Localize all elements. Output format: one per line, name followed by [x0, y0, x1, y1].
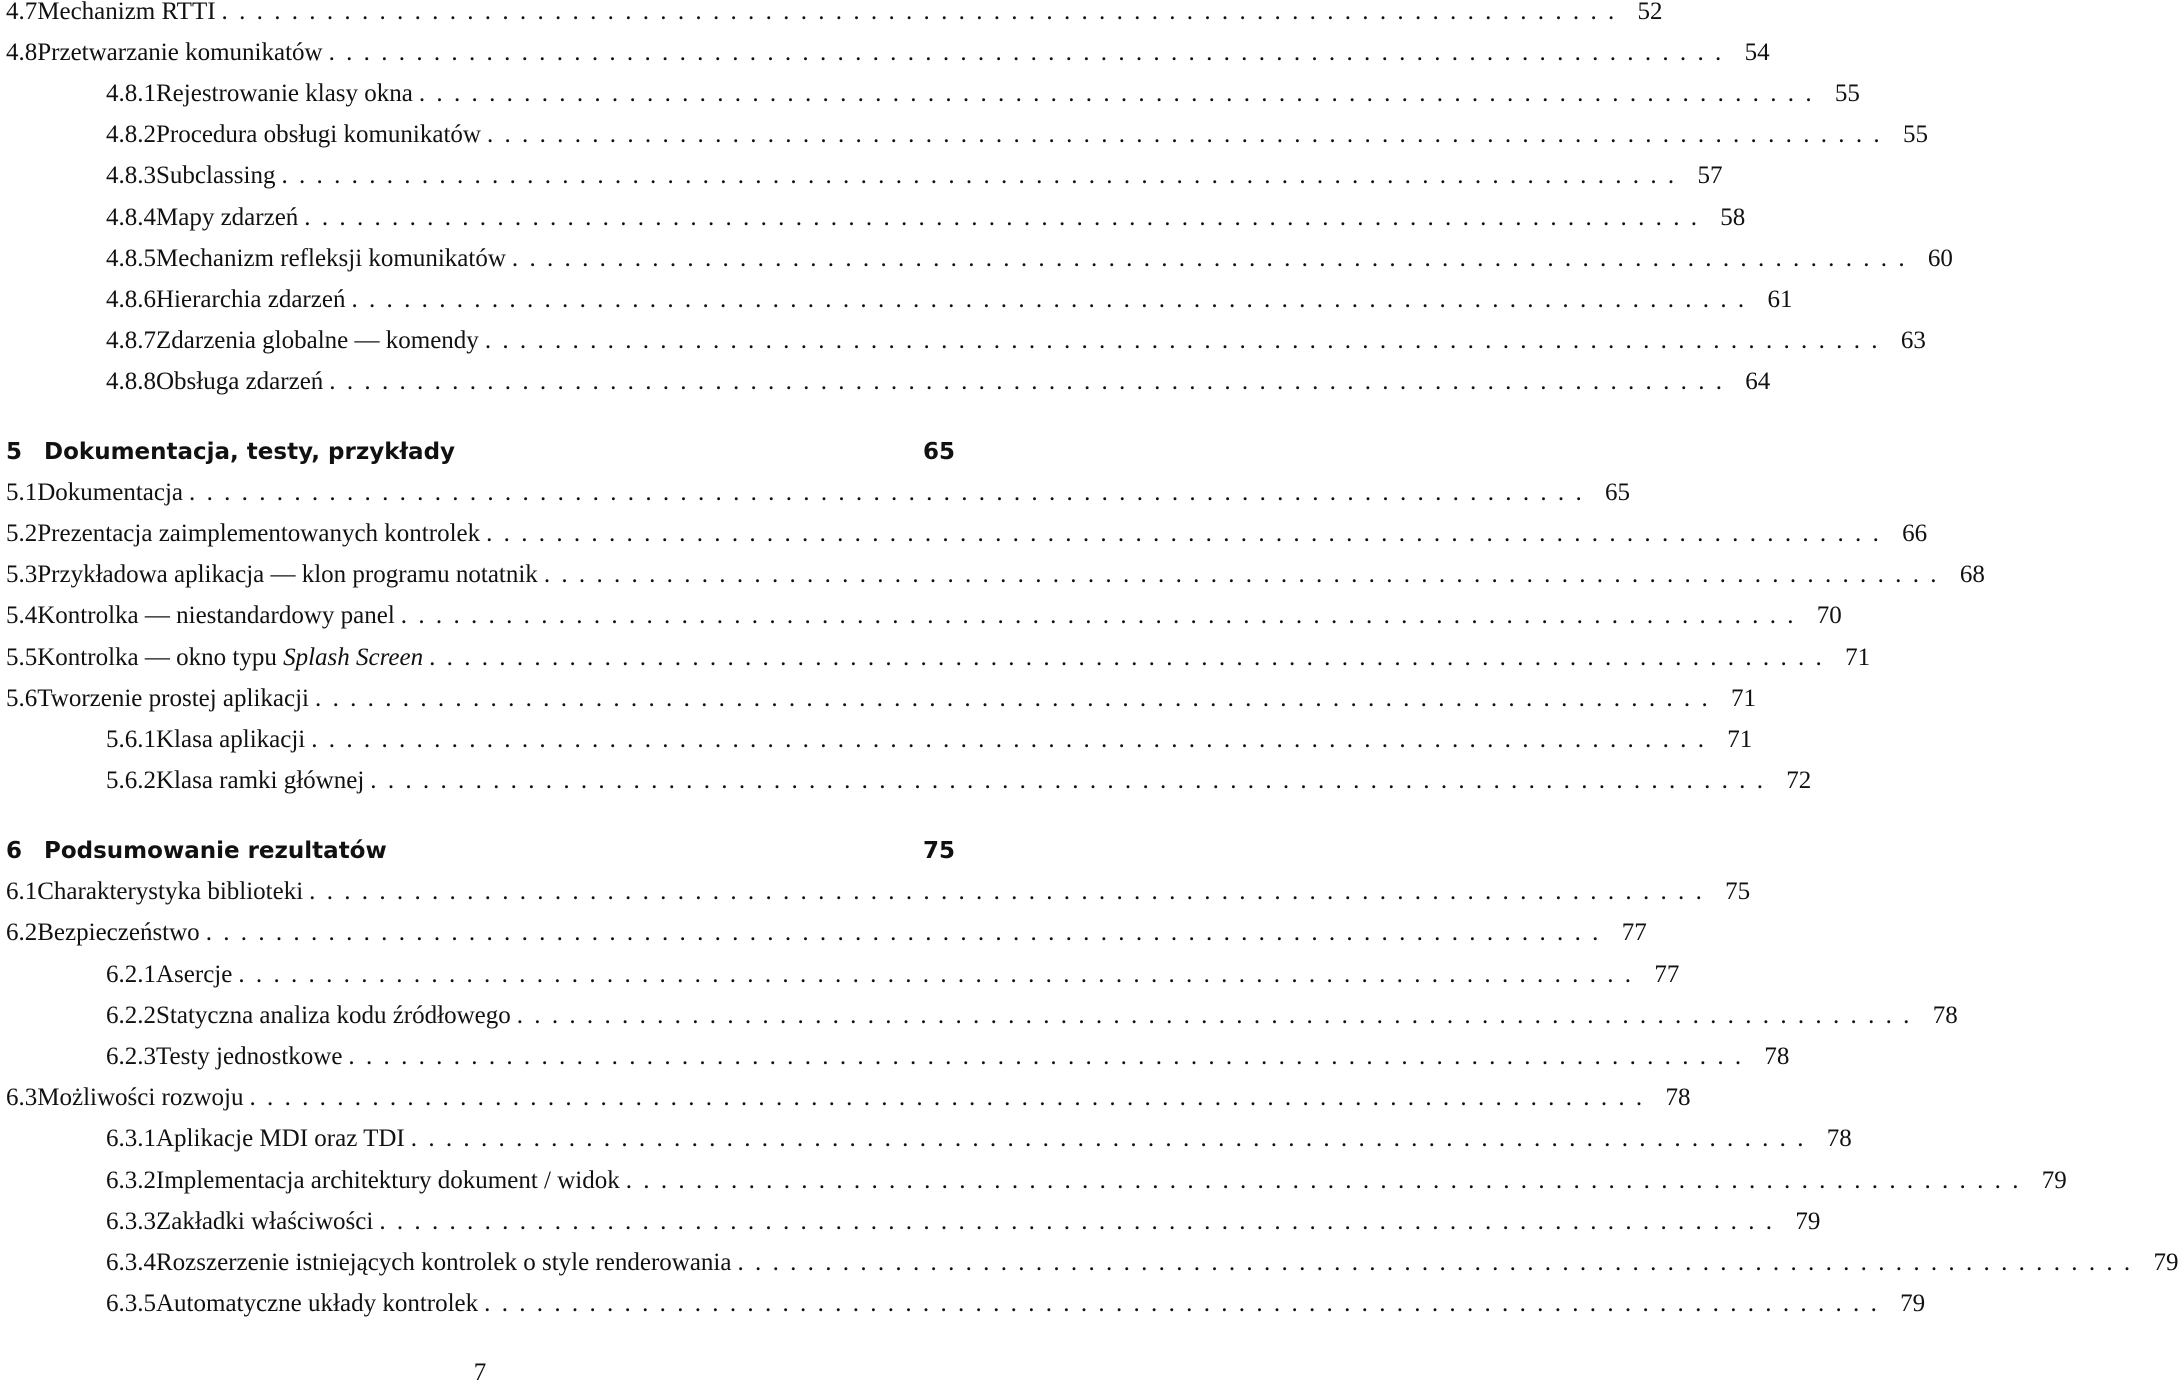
toc-entry[interactable]	[106, 161, 1723, 191]
toc-entry-page: 65	[1605, 479, 1631, 506]
toc-entry-page: 61	[1767, 286, 1793, 313]
toc-entry-number: 6.3.5	[106, 1290, 156, 1317]
toc-entry-title	[37, 601, 395, 631]
toc-entry-number: 6.3.1	[106, 1125, 156, 1152]
toc-entry-title-text: Tworzenie prostej aplikacji	[37, 685, 310, 712]
toc-entry-number: 6	[6, 838, 23, 864]
toc-chapter-entry[interactable]	[6, 437, 955, 467]
toc-leader-dots: ................................................................................	[348, 1043, 1753, 1070]
toc-entry-page: 54	[1744, 39, 1770, 66]
toc-entry-title-text: Asercje	[156, 961, 233, 988]
toc-entry-title-text: Kontrolka — niestandardowy panel	[37, 602, 395, 629]
toc-entry-page: 72	[1786, 767, 1812, 794]
toc-entry-page: 77	[1621, 919, 1647, 946]
toc-entry-title-text: Klasa ramki głównej	[156, 767, 365, 794]
toc-entry-title	[156, 120, 481, 150]
toc-entry-title-text: Aplikacje MDI oraz TDI	[156, 1125, 405, 1152]
toc-entry-title-text: Mapy zdarzeń	[156, 204, 299, 231]
toc-entry-number: 4.8.7	[106, 327, 156, 354]
toc-entry[interactable]	[106, 766, 1812, 796]
toc-entry[interactable]	[106, 1001, 1958, 1031]
toc-entry-number: 6.3.4	[106, 1249, 156, 1276]
toc-entry[interactable]	[6, 601, 1842, 631]
toc-entry-page: 77	[1654, 961, 1680, 988]
toc-entry[interactable]	[6, 877, 1751, 907]
toc-leader-dots: ................................................................................	[304, 204, 1709, 231]
toc-entry[interactable]	[6, 560, 1985, 590]
toc-leader-dots: ................................................................................	[379, 1208, 1784, 1235]
toc-entry-number: 6.3.2	[106, 1167, 156, 1194]
toc-entry-title-text: Podsumowanie rezultatów	[44, 838, 387, 864]
toc-entry-page: 79	[2153, 1249, 2178, 1276]
toc-entry-title	[156, 161, 275, 191]
toc-leader-dots: ................................................................................	[410, 1125, 1815, 1152]
toc-entry[interactable]	[106, 326, 1926, 356]
toc-entry-number: 5.3	[6, 561, 38, 588]
toc-entry-title	[156, 1001, 511, 1031]
toc-entry-title	[37, 0, 215, 27]
toc-entry-title	[37, 877, 303, 907]
toc-entry-number: 5.2	[6, 520, 38, 547]
toc-entry-title-italic: Splash Screen	[283, 644, 424, 671]
toc-entry-title	[156, 203, 298, 233]
toc-entry-title	[156, 1042, 342, 1072]
toc-entry-title	[156, 1166, 620, 1196]
toc-entry-title	[37, 519, 480, 549]
toc-entry-page: 75	[1725, 878, 1751, 905]
toc-leader-dots: ................................................................................	[281, 162, 1686, 189]
toc-entry-title-text: Zakładki właściwości	[156, 1208, 374, 1235]
toc-entry[interactable]	[6, 0, 1663, 27]
toc-entry-title-text: Subclassing	[156, 162, 276, 189]
toc-entry-page: 78	[1665, 1084, 1691, 1111]
toc-entry[interactable]	[106, 120, 1928, 150]
toc-entry-title	[37, 684, 309, 714]
toc-entry-page: 71	[1731, 685, 1757, 712]
toc-entry-title	[156, 725, 305, 755]
toc-leader-dots: ................................................................................	[484, 327, 1889, 354]
toc-leader-dots: ................................................................................	[351, 286, 1756, 313]
toc-entry-number: 6.3.3	[106, 1208, 156, 1235]
toc-entry-number: 4.8.6	[106, 286, 156, 313]
toc-entry-number: 6.2	[6, 919, 38, 946]
toc-entry-number: 6.2.1	[106, 961, 156, 988]
toc-entry-number: 5.1	[6, 479, 38, 506]
toc-entry-title	[156, 1207, 373, 1237]
toc-entry-title	[156, 960, 232, 990]
toc-leader-dots: ................................................................................	[511, 245, 1916, 272]
toc-entry-title-text: Przykładowa aplikacja — klon programu notatnik	[37, 561, 538, 588]
toc-entry-title-text: Procedura obsługi komunikatów	[156, 121, 481, 148]
toc-entry[interactable]	[6, 38, 1770, 68]
toc-leader-dots: ................................................................................	[418, 80, 1823, 107]
toc-leader-dots: ................................................................................	[328, 39, 1733, 66]
toc-entry-page: 55	[1902, 121, 1928, 148]
toc-entry-title-text: Mechanizm RTTI	[37, 0, 216, 25]
toc-entry-page: 65	[922, 439, 955, 465]
toc-entry[interactable]	[106, 285, 1793, 315]
toc-leader-dots: ................................................................................	[625, 1167, 2030, 1194]
toc-entry-number: 4.7	[6, 0, 38, 25]
toc-entry-title-text: Hierarchia zdarzeń	[156, 286, 346, 313]
toc-entry-title-text: Rejestrowanie klasy okna	[156, 80, 413, 107]
toc-entry[interactable]	[106, 367, 1771, 397]
toc-entry-number: 5	[6, 439, 23, 465]
toc-entry[interactable]	[106, 1248, 2178, 1278]
toc-entry-title	[37, 1083, 243, 1113]
toc-leader-dots: ................................................................................	[486, 121, 1891, 148]
toc-entry-title	[156, 1124, 405, 1154]
toc-entry-page: 55	[1834, 80, 1860, 107]
toc-leader-dots: ................................................................................	[400, 602, 1805, 629]
toc-entry-number: 5.5	[6, 644, 38, 671]
toc-entry-title-text: Obsługa zdarzeń	[156, 368, 324, 395]
toc-leader-dots: ................................................................................	[329, 368, 1734, 395]
toc-entry[interactable]	[6, 684, 1757, 714]
toc-entry-number: 4.8.4	[106, 204, 156, 231]
toc-leader-dots: ................................................................................	[429, 644, 1834, 671]
page-number: 7	[473, 1359, 487, 1386]
toc-entry-title	[37, 918, 199, 948]
toc-entry-page: 68	[1959, 561, 1985, 588]
toc-entry-title-text: Automatyczne układy kontrolek	[156, 1290, 479, 1317]
toc-entry-title	[156, 79, 413, 109]
toc-entry-title-text: Statyczna analiza kodu źródłowego	[156, 1002, 511, 1029]
toc-leader-dots: ................................................................................	[309, 878, 1714, 905]
toc-entry[interactable]	[6, 643, 1871, 673]
toc-entry-page: 75	[922, 838, 955, 864]
toc-entry-page: 60	[1927, 245, 1953, 272]
toc-entry-page: 78	[1932, 1002, 1958, 1029]
toc-entry-page: 79	[1795, 1208, 1821, 1235]
toc-chapter-entry[interactable]	[6, 836, 955, 866]
toc-entry-number: 4.8.1	[106, 80, 156, 107]
toc-entry-title	[37, 478, 183, 508]
toc-entry-title	[156, 326, 479, 356]
toc-entry-page: 79	[2041, 1167, 2067, 1194]
toc-entry[interactable]	[106, 203, 1746, 233]
toc-entry-title-text: Kontrolka — okno typu	[37, 644, 284, 671]
toc-leader-dots: ................................................................................	[484, 1290, 1889, 1317]
toc-entry[interactable]	[106, 1166, 2067, 1196]
toc-entry-title	[44, 836, 923, 866]
toc-entry[interactable]	[106, 79, 1860, 109]
toc-entry-number: 5.6	[6, 685, 38, 712]
toc-entry[interactable]	[106, 1207, 1821, 1237]
toc-entry-number: 4.8.5	[106, 245, 156, 272]
toc-entry[interactable]	[6, 519, 1928, 549]
toc-leader-dots: ................................................................................	[370, 767, 1775, 794]
toc-entry-number: 6.2.2	[106, 1002, 156, 1029]
toc-entry-title	[156, 1248, 731, 1278]
toc-entry-title-text: Dokumentacja, testy, przykłady	[44, 439, 456, 465]
toc-entry-title	[37, 643, 423, 673]
toc-entry-number: 6.1	[6, 878, 38, 905]
toc-entry-title-text: Mechanizm refleksji komunikatów	[156, 245, 506, 272]
toc-entry-page: 71	[1727, 726, 1753, 753]
toc-entry-page: 71	[1845, 644, 1871, 671]
toc-entry-number: 6.3	[6, 1084, 38, 1111]
toc-entry-title-text: Testy jednostkowe	[156, 1043, 343, 1070]
toc-entry-title-text: Charakterystyka biblioteki	[37, 878, 304, 905]
toc-entry[interactable]	[6, 918, 1647, 948]
toc-entry-page: 78	[1826, 1125, 1852, 1152]
toc-leader-dots: ................................................................................	[737, 1249, 2142, 1276]
toc-entry-number: 4.8.2	[106, 121, 156, 148]
toc-entry-number: 4.8.8	[106, 368, 156, 395]
toc-entry[interactable]	[106, 960, 1680, 990]
toc-entry-page: 52	[1637, 0, 1663, 25]
toc-entry-title	[156, 1289, 478, 1319]
toc-entry-page: 64	[1745, 368, 1771, 395]
toc-entry-title	[156, 285, 345, 315]
toc-entry-number: 6.2.3	[106, 1043, 156, 1070]
toc-entry-title-text: Przetwarzanie komunikatów	[37, 39, 323, 66]
toc-entry-page: 63	[1900, 327, 1926, 354]
toc-entry-title	[37, 38, 322, 68]
toc-entry-page: 57	[1697, 162, 1723, 189]
toc-leader-dots: ................................................................................	[486, 520, 1891, 547]
toc-entry-title-text: Implementacja architektury dokument / widok	[156, 1167, 620, 1194]
toc-entry[interactable]	[106, 1042, 1790, 1072]
toc-entry-title-text: Prezentacja zaimplementowanych kontrolek	[37, 520, 481, 547]
toc-entry-title	[37, 560, 538, 590]
toc-leader-dots: ................................................................................	[311, 726, 1716, 753]
toc-entry-title-text: Bezpieczeństwo	[37, 919, 200, 946]
toc-leader-dots: ................................................................................	[238, 961, 1643, 988]
toc-entry[interactable]	[106, 1124, 1852, 1154]
toc-entry-title	[156, 766, 364, 796]
toc-entry-page: 66	[1902, 520, 1928, 547]
toc-entry-page: 70	[1816, 602, 1842, 629]
toc-entry[interactable]	[106, 725, 1753, 755]
toc-entry[interactable]	[6, 478, 1631, 508]
toc-leader-dots: ................................................................................	[189, 479, 1594, 506]
toc-leader-dots: ................................................................................	[249, 1084, 1654, 1111]
toc-entry-number: 5.6.1	[106, 726, 156, 753]
toc-entry-page: 58	[1720, 204, 1746, 231]
toc-entry-title-text: Możliwości rozwoju	[37, 1084, 244, 1111]
toc-leader-dots: ................................................................................	[516, 1002, 1921, 1029]
toc-leader-dots: ................................................................................	[543, 561, 1948, 588]
toc-entry-title	[156, 367, 323, 397]
toc-entry-title-text: Klasa aplikacji	[156, 726, 306, 753]
toc-entry-title-text: Rozszerzenie istniejących kontrolek o style renderowania	[156, 1249, 732, 1276]
toc-entry[interactable]	[6, 1083, 1691, 1113]
toc-leader-dots: ................................................................................	[205, 919, 1610, 946]
toc-leader-dots: ................................................................................	[221, 0, 1626, 25]
toc-entry-page: 78	[1764, 1043, 1790, 1070]
toc-entry[interactable]	[106, 244, 1953, 274]
toc-entry-title	[44, 437, 923, 467]
toc-entry-title-text: Zdarzenia globalne — komendy	[156, 327, 479, 354]
toc-entry-number: 5.6.2	[106, 767, 156, 794]
toc-entry-number: 4.8.3	[106, 162, 156, 189]
toc-leader-dots: ................................................................................	[315, 685, 1720, 712]
toc-entry-number: 4.8	[6, 39, 38, 66]
toc-entry-title	[156, 244, 506, 274]
toc-entry-title-text: Dokumentacja	[37, 479, 184, 506]
toc-entry-number: 5.4	[6, 602, 38, 629]
toc-entry-page: 79	[1900, 1290, 1926, 1317]
toc-entry[interactable]	[106, 1289, 1926, 1319]
